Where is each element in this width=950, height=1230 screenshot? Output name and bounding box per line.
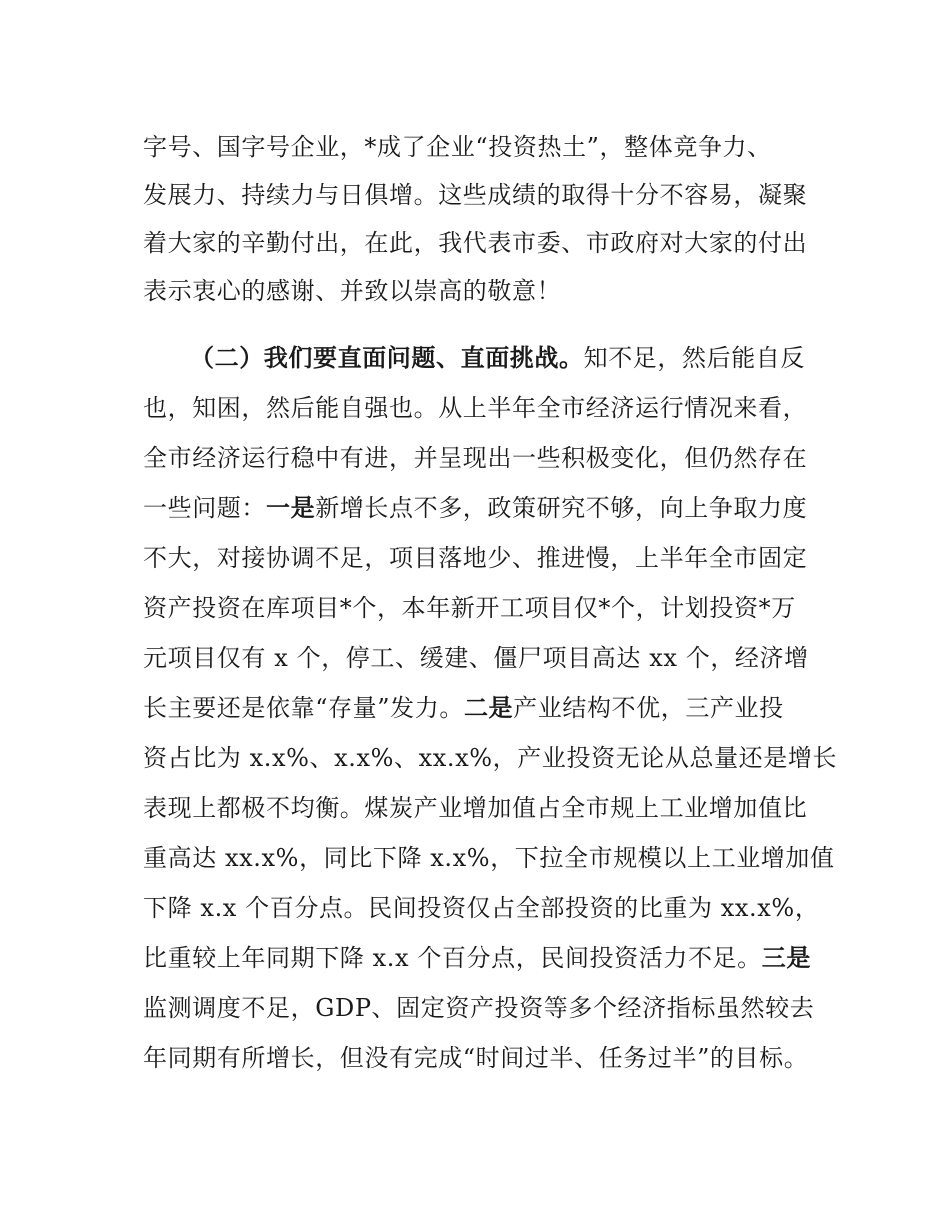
paragraph-2-line-12 <box>143 893 843 923</box>
paragraph-2-line-4 <box>143 493 843 523</box>
text-segment: 重高达 xx.x%，同比下降 x.x%，下拉全市规模以上工业增加值 <box>143 844 835 872</box>
paragraph-2-line-8 <box>143 693 843 723</box>
emphasis-marker: 三是 <box>761 944 811 972</box>
emphasis-marker: 一是 <box>266 494 316 522</box>
section-heading: （二）我们要直面问题、直面挑战。 <box>190 344 584 372</box>
text-segment: 一些问题： <box>143 494 266 522</box>
paragraph-2-line-1 <box>190 343 890 373</box>
text-segment: 监测调度不足，GDP、固定资产投资等多个经济指标虽然较去 <box>143 994 815 1022</box>
paragraph-2-line-5 <box>143 543 843 573</box>
text-segment: 知不足，然后能自反 <box>583 344 806 372</box>
text-segment: 下降 x.x 个百分点。民间投资仅占全部投资的比重为 xx.x%， <box>143 894 820 922</box>
paragraph-1-line-1 <box>143 132 843 162</box>
text-segment: 表现上都极不均衡。煤炭产业增加值占全市规上工业增加值比 <box>143 794 808 822</box>
text-segment: 新增长点不多，政策研究不够，向上争取力度 <box>315 494 808 522</box>
paragraph-2-line-15 <box>143 1043 843 1073</box>
paragraph-2-line-10 <box>143 793 843 823</box>
text-segment: 年同期有所增长，但没有完成“时间过半、任务过半”的目标。 <box>143 1044 809 1072</box>
paragraph-2-line-9 <box>143 743 843 773</box>
emphasis-marker: 二是 <box>463 694 514 722</box>
text-segment: 着大家的辛勤付出，在此，我代表市委、市政府对大家的付出 <box>143 229 808 257</box>
text-segment: 长主要还是依靠“存量”发力。 <box>143 694 464 722</box>
text-segment: 也，知困，然后能自强也。从上半年全市经济运行情况来看， <box>143 394 808 422</box>
text-segment: 表示衷心的感谢、并致以崇高的敬意！ <box>143 277 562 305</box>
paragraph-2-line-3 <box>143 443 843 473</box>
paragraph-2-line-6 <box>143 593 843 623</box>
text-segment: 不大，对接协调不足，项目落地少、推进慢，上半年全市固定 <box>143 544 808 572</box>
paragraph-2-line-11 <box>143 843 843 873</box>
paragraph-1-line-2 <box>143 180 843 210</box>
text-segment: 字号、国字号企业，*成了企业“投资热土”，整体竞争力、 <box>143 133 772 161</box>
text-segment: 发展力、持续力与日俱增。这些成绩的取得十分不容易，凝聚 <box>143 181 808 209</box>
text-segment: 资产投资在库项目*个，本年新开工项目仅*个，计划投资*万 <box>143 594 796 622</box>
text-segment: 资占比为 x.x%、x.x%、xx.x%，产业投资无论从总量还是增长 <box>143 744 838 772</box>
paragraph-2-line-7 <box>143 643 843 673</box>
paragraph-2-line-13 <box>143 943 843 973</box>
paragraph-1-line-3 <box>143 228 843 258</box>
text-segment: 产业结构不优，三产业投 <box>513 694 784 722</box>
paragraph-2-line-14 <box>143 993 843 1023</box>
text-segment: 全市经济运行稳中有进，并呈现出一些积极变化，但仍然存在 <box>143 444 808 472</box>
text-segment: 比重较上年同期下降 x.x 个百分点，民间投资活力不足。 <box>143 944 762 972</box>
paragraph-2-line-2 <box>143 393 843 423</box>
text-segment: 元项目仅有 x 个，停工、缓建、僵尸项目高达 xx 个，经济增 <box>143 644 809 672</box>
paragraph-1-line-4 <box>143 276 843 306</box>
